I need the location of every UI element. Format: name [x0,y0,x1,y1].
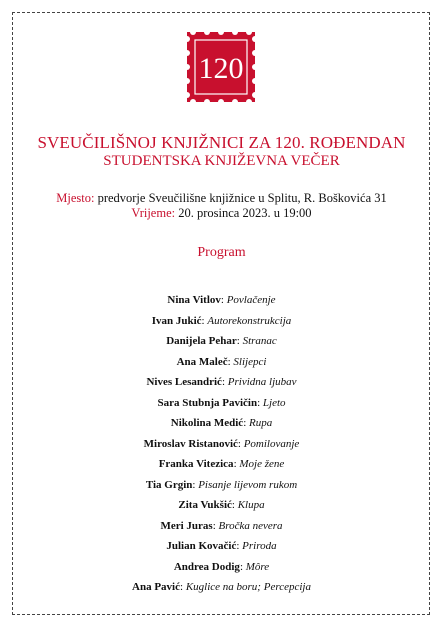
list-item: Julian Kovačić: Priroda [166,540,277,552]
work-title: Slijepci [233,355,267,368]
work-title: Klupa [237,499,265,511]
work-title: Bročka nevera [218,519,283,532]
author-name: Miroslav Ristanović [143,437,238,450]
work-title: Rupa [249,417,273,429]
author-name: Ana Pavić [132,581,180,593]
author-name: Julian Kovačić [166,540,237,552]
work-title: Pomilovanje [243,437,300,450]
list-item: Ivan Jukić: Autorekonstrukcija [151,314,292,327]
work-title: Kuglice na boru; Percepcija [185,581,311,593]
place-label: Mjesto: [56,191,95,205]
work-title: Stranac [242,335,277,347]
list-item: Zita Vukšić: Klupa [178,499,265,511]
event-time [0,206,443,221]
author-name: Meri Juras [160,519,213,532]
author-name: Ivan Jukić [151,314,202,327]
work-title: Povlačenje [226,294,276,306]
list-item: Ana Maleč: Slijepci [176,355,267,368]
list-item: Miroslav Ristanović: Pomilovanje [143,437,300,450]
author-name: Tia Grgin [145,478,193,491]
list-item: Nina Vitlov: Povlačenje [167,294,276,306]
list-item: Andrea Dodig: Môre [173,560,270,573]
author-name: Ana Maleč [176,355,228,368]
work-title: Prividna ljubav [227,376,297,388]
work-title: Pisanje lijevom rukom [198,478,298,491]
anniversary-logo [187,32,255,102]
work-title: Ljeto [262,396,286,409]
list-item: Sara Stubnja Pavičin: Ljeto [157,396,286,409]
list-item: Meri Juras: Bročka nevera [160,519,283,532]
logo-text: 120 [198,52,244,85]
author-name: Nikolina Medić [170,417,244,429]
program-heading: Program [197,245,246,260]
list-item: Nikolina Medić: Rupa [170,417,273,429]
author-name: Andrea Dodig [173,560,240,573]
page-subtitle: STUDENTSKA KNJIŽEVNA VEČER [103,153,340,169]
place-value: predvorje Sveučilišne knjižnice u Splitu, R. Boškovića 31 [97,191,387,205]
list-item: Ana Pavić: Kuglice na boru; Percepcija [132,581,311,593]
author-name: Nives Lesandrić [146,376,222,388]
list-item: Tia Grgin: Pisanje lijevom rukom [145,478,298,491]
author-name: Zita Vukšić [178,499,232,511]
work-title: Moje žene [239,458,285,470]
author-name: Danijela Pehar [166,335,237,347]
author-name: Nina Vitlov [167,294,221,306]
work-title: Môre [245,560,270,573]
event-place [0,191,443,206]
page-title: SVEUČILIŠNOJ KNJIŽNICI ZA 120. ROĐENDAN [37,133,406,152]
list-item: Nives Lesandrić: Prividna ljubav [146,376,297,388]
program-list [0,292,443,600]
time-value: 20. prosinca 2023. u 19:00 [178,206,312,220]
author-name: Sara Stubnja Pavičin [157,396,258,409]
work-title: Autorekonstrukcija [207,314,292,327]
work-title: Priroda [242,540,277,552]
time-label: Vrijeme: [131,206,176,220]
list-item: Danijela Pehar: Stranac [166,335,277,347]
author-name: Franka Vitezica [158,458,234,470]
list-item: Franka Vitezica: Moje žene [158,458,285,470]
